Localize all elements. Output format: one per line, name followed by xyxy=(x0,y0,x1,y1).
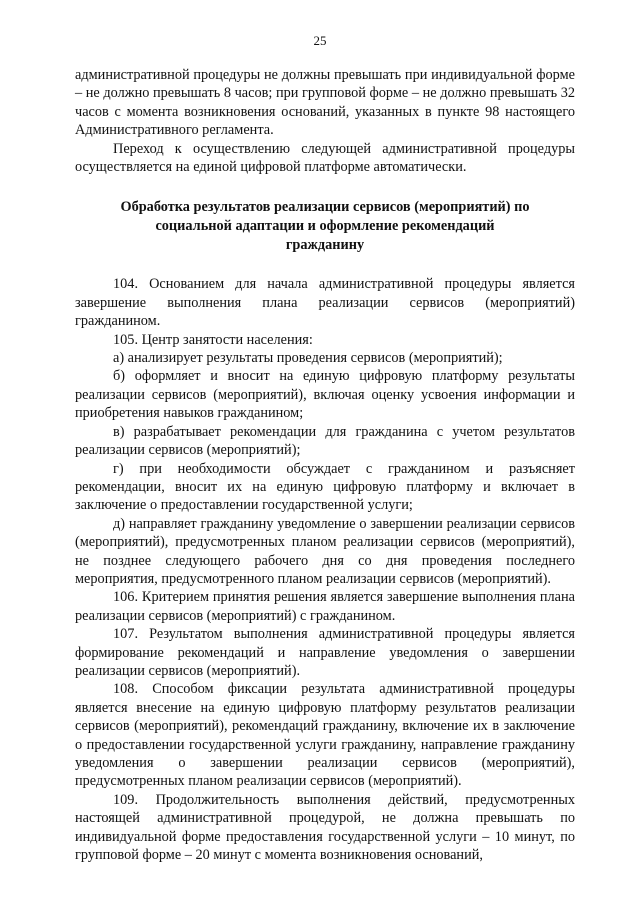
paragraph-104: 104. Основанием для начала административной процедуры является завершение выполнения плана реализации сервисов (мероприятий) гражданином. xyxy=(75,276,575,330)
intro-paragraph-2: Переход к осуществлению следующей административной процедуры осуществляется на единой цифровой платформе автоматически. xyxy=(75,140,575,176)
paragraph-109: 109. Продолжительность выполнения действий, предусмотренных настоящей административной процедурой, не должна превышать по индивидуальной форме предоставления государственной услуги – 10 минут, по групповой форме – 20 минут с момента возникновения оснований, xyxy=(75,791,575,864)
paragraph-105-a: а) анализирует результаты проведения сервисов (мероприятий); xyxy=(113,350,503,367)
page-number: 25 xyxy=(313,33,327,48)
paragraph-105-d: д) направляет гражданину уведомление о завершении реализации сервисов (мероприятий), предусмотренных планом реализации сервисов (мероприятий), не позднее следующего рабочего дня со дня проведения последнего мероприятия, предусмотренного планом реализации сервисов (мероприятий). xyxy=(75,515,575,587)
section-heading-line: социальной адаптации и оформление рекомендаций xyxy=(155,218,495,235)
paragraph-105: 105. Центр занятости населения: xyxy=(113,331,313,348)
paragraph-105-v: в) разрабатывает рекомендации для гражданина с учетом результатов реализации сервисов (мероприятий); xyxy=(75,423,575,459)
section-heading-line: гражданину xyxy=(285,237,365,254)
paragraph-107: 107. Результатом выполнения административной процедуры является формирование рекомендаций и направление уведомления о завершении реализации сервисов (мероприятий). xyxy=(75,626,575,679)
document-body xyxy=(75,66,575,864)
intro-paragraph-1: административной процедуры не должны превышать при индивидуальной форме – не должно превышать 8 часов; при групповой форме – не должно превышать 32 часов с момента возникновения оснований, указанных в пункте 98 настоящего Административного регламента. xyxy=(75,67,575,139)
section-heading xyxy=(85,198,565,255)
paragraph-105-g: г) при необходимости обсуждает с гражданином и разъясняет рекомендации, вносит их на единую цифровую платформу и включает в заключение о предоставлении государственной услуги; xyxy=(75,460,575,514)
paragraph-106: 106. Критерием принятия решения является завершение выполнения плана реализации сервисов (мероприятий) с гражданином. xyxy=(75,589,575,624)
paragraph-105-b: б) оформляет и вносит на единую цифровую платформу результаты реализации сервисов (мероприятий), включая оценку усвоения информации и приобретения навыков гражданином; xyxy=(75,368,575,422)
paragraph-108: 108. Способом фиксации результата административной процедуры является внесение на единую цифровую платформу результатов реализации сервисов (мероприятий), рекомендаций гражданину, включение их в заключение о предоставлении государственной услуги гражданину, направление гражданину уведомления о завершении реализации сервисов (мероприятий), предусмотренных планом реализации сервисов (мероприятий). xyxy=(75,681,575,790)
section-heading-line: Обработка результатов реализации сервисов (мероприятий) по xyxy=(120,199,530,216)
